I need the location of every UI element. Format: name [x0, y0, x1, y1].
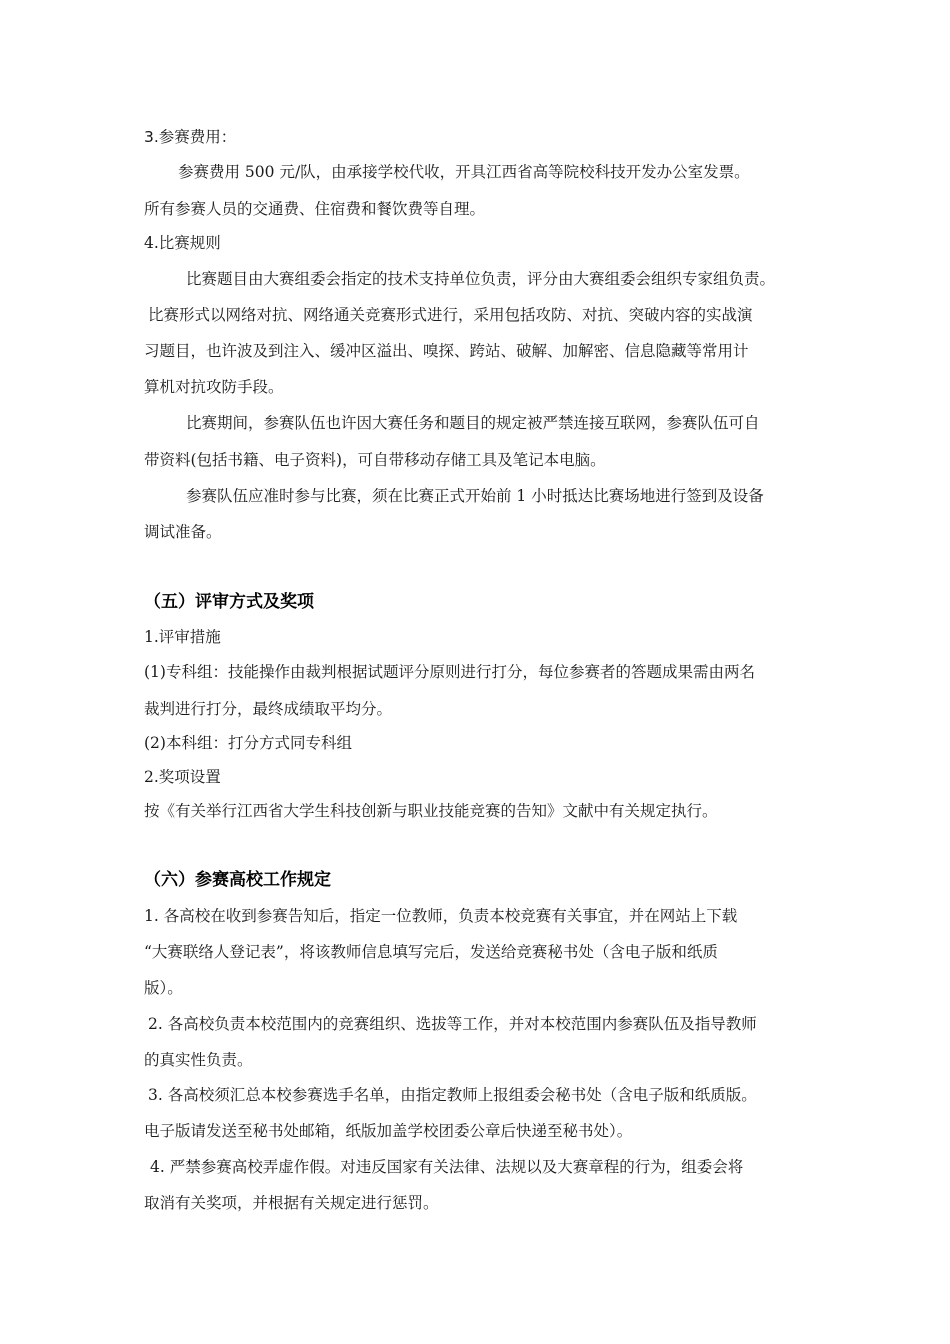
rules-p1-line-1: 比赛题目由大赛组委会指定的技术支持单位负责，评分由大赛组委会组织专家组负责。 — [186, 270, 776, 288]
section6-rule4-line-1: 4. 严禁参赛高校弄虚作假。对违反国家有关法律、法规以及大赛章程的行为，组委会将 — [150, 1158, 744, 1176]
rules-title: 4.比赛规则 — [144, 234, 221, 252]
section5-item1-line-3: (2)本科组：打分方式同专科组 — [144, 734, 352, 752]
section6-rule3-line-2: 电子版请发送至秘书处邮箱，纸版加盖学校团委公章后快递至秘书处）。 — [144, 1122, 633, 1140]
section6-rule3-line-1: 3. 各高校须汇总本校参赛选手名单，由指定教师上报组委会秘书处（含电子版和纸质版。 — [148, 1086, 757, 1104]
rules-p3-line-2: 调试准备。 — [144, 523, 222, 541]
section5-item1-line-1: (1)专科组：技能操作由裁判根据试题评分原则进行打分，每位参赛者的答题成果需由两名 — [144, 663, 755, 681]
section6-rule2-line-2: 的真实性负责。 — [144, 1051, 253, 1069]
rules-p2-line-1: 比赛期间，参赛队伍也许因大赛任务和题目的规定被严禁连接互联网，参赛队伍可自 — [186, 414, 760, 432]
rules-p1-line-4: 算机对抗攻防手段。 — [144, 378, 284, 396]
rules-p1-line-2: 比赛形式以网络对抗、网络通关竞赛形式进行，采用包括攻防、对抗、突破内容的实战演 — [148, 306, 753, 324]
section5-item2-line-1: 按《有关举行江西省大学生科技创新与职业技能竞赛的告知》文献中有关规定执行。 — [144, 802, 718, 820]
section6-heading: （六）参赛高校工作规定 — [144, 870, 331, 890]
section5-item2-title: 2.奖项设置 — [144, 768, 221, 786]
fee-line-2: 所有参赛人员的交通费、住宿费和餐饮费等自理。 — [144, 200, 486, 218]
rules-p1-line-3: 习题目，也许波及到注入、缓冲区溢出、嗅探、跨站、破解、加解密、信息隐藏等常用计 — [144, 342, 749, 360]
fee-line-1: 参赛费用 500 元/队，由承接学校代收，开具江西省高等院校科技开发办公室发票。 — [178, 163, 750, 181]
section6-rule1-line-1: 1. 各高校在收到参赛告知后，指定一位教师，负责本校竞赛有关事宜，并在网站上下载 — [144, 907, 738, 925]
section6-rule4-line-2: 取消有关奖项，并根据有关规定进行惩罚。 — [144, 1194, 439, 1212]
section6-rule1-line-2: “大赛联络人登记表”，将该教师信息填写完后，发送给竞赛秘书处（含电子版和纸质 — [144, 943, 718, 961]
rules-p2-line-2: 带资料(包括书籍、电子资料)，可自带移动存储工具及笔记本电脑。 — [144, 451, 606, 469]
section6-rule2-line-1: 2. 各高校负责本校范围内的竞赛组织、选拔等工作，并对本校范围内参赛队伍及指导教师 — [148, 1015, 757, 1033]
fee-title: 3.参赛费用： — [144, 128, 237, 146]
rules-p3-line-1: 参赛队伍应准时参与比赛，须在比赛正式开始前 1 小时抵达比赛场地进行签到及设备 — [186, 487, 764, 505]
section5-item1-line-2: 裁判进行打分，最终成绩取平均分。 — [144, 700, 393, 718]
section5-heading: （五）评审方式及奖项 — [144, 592, 314, 612]
section5-item1-title: 1.评审措施 — [144, 628, 221, 646]
section6-rule1-line-3: 版）。 — [144, 979, 183, 997]
